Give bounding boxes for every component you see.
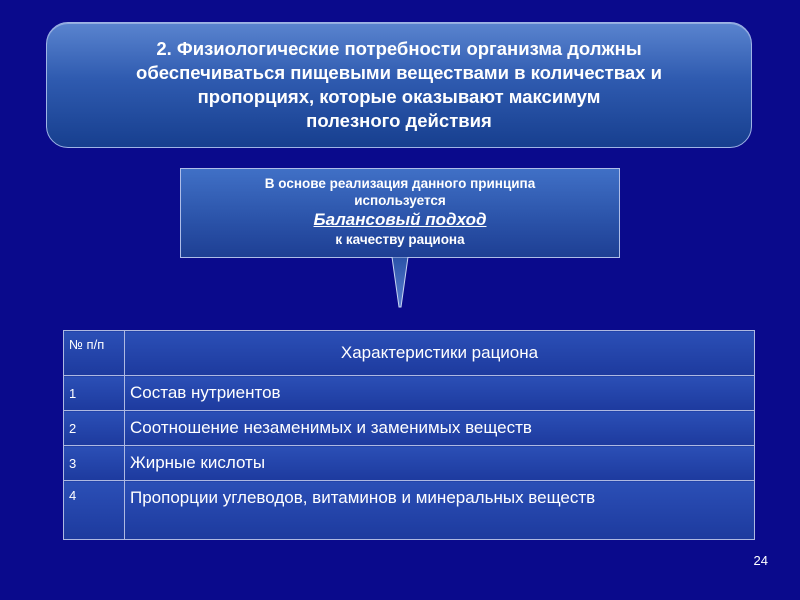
row-text: Пропорции углеводов, витаминов и минеральных веществ	[125, 481, 755, 540]
principle-line-1: В основе реализация данного принципа	[264, 176, 536, 191]
heading-line: полезного действия	[306, 110, 492, 131]
principle-callout	[180, 168, 620, 258]
heading-box	[46, 22, 752, 148]
table-row	[64, 481, 755, 540]
table-row	[64, 446, 755, 481]
row-number: 4	[64, 481, 125, 540]
principle-line-3: к качеству рациона	[335, 232, 465, 247]
row-text: Жирные кислоты	[125, 446, 755, 481]
row-number: 3	[64, 446, 125, 481]
callout-pointer-icon	[380, 257, 420, 309]
row-text: Состав нутриентов	[125, 376, 755, 411]
row-number: 1	[64, 376, 125, 411]
page-number: 24	[753, 553, 768, 568]
balance-approach-label: Балансовый подход	[313, 210, 487, 229]
table-header-row	[64, 331, 755, 376]
heading-line: 2. Физиологические потребности организма должны	[156, 38, 642, 59]
heading-text	[136, 37, 662, 133]
row-text: Соотношение незаменимых и заменимых веществ	[125, 411, 755, 446]
principle-line-2: используется	[354, 193, 446, 208]
heading-line: обеспечиваться пищевыми веществами в количествах и	[136, 62, 662, 83]
table-row	[64, 376, 755, 411]
table-row	[64, 411, 755, 446]
header-number: № п/п	[64, 331, 125, 376]
diet-characteristics-table	[63, 330, 755, 540]
heading-line: пропорциях, которые оказывают максимум	[197, 86, 601, 107]
row-number: 2	[64, 411, 125, 446]
header-characteristics: Характеристики рациона	[125, 331, 755, 376]
